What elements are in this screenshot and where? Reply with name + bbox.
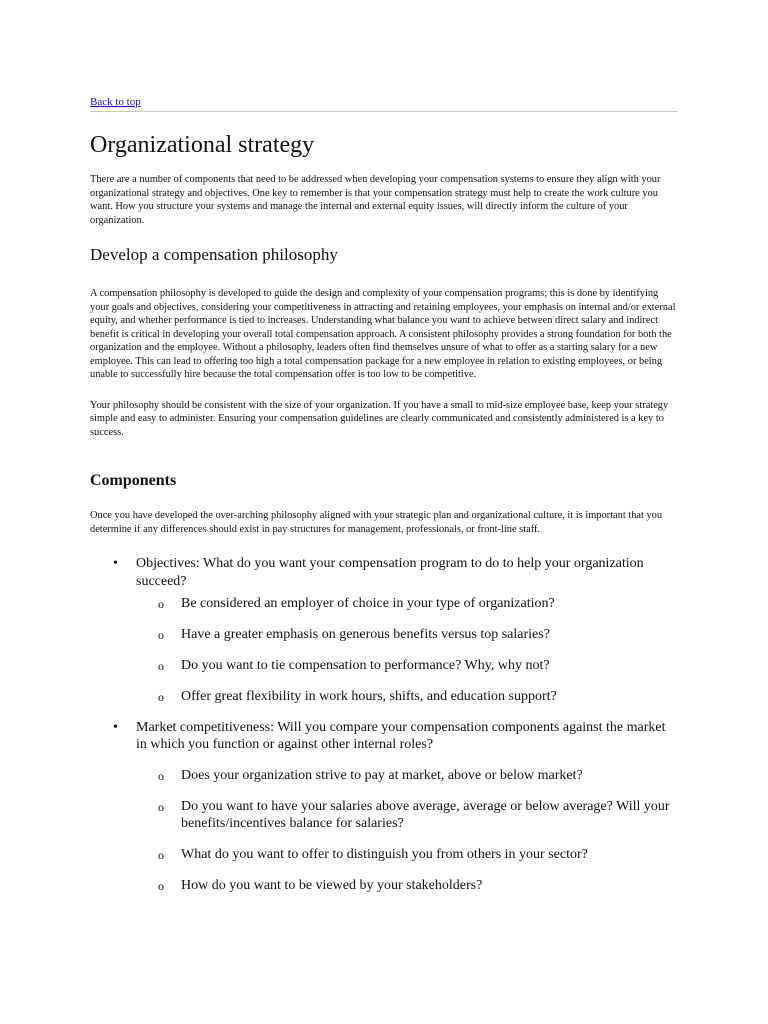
sub-list-item-text: Do you want to have your salaries above average, average or below average? Will your benefits/incentives balance for salaries? — [181, 798, 670, 831]
list-item-text: Market competitiveness: Will you compare your compensation components against the market in which you function or against other internal roles? — [136, 719, 666, 752]
sub-bullet-marker: o — [158, 848, 164, 862]
document-content — [90, 92, 678, 895]
sub-list-item — [136, 767, 678, 785]
sub-bullet-marker: o — [158, 659, 164, 673]
horizontal-rule — [90, 111, 678, 112]
sub-list-item-text: How do you want to be viewed by your stakeholders? — [181, 878, 483, 893]
philosophy-paragraph-1: A compensation philosophy is developed to guide the design and complexity of your compensation programs; this is done by identifying your goals and objectives, considering your competitiveness in attracting and retaining employees, your emphasis on internal and/or external equity, and whether performance is tied to increases. Understanding what balance you want to achieve between direct salary and indirect benefit is critical in developing your overall total compensation approach. A consistent philosophy provides a strong foundation for both the organization and the employee. Without a philosophy, leaders often find themselves unsure of what to offer as a starting salary for a new employee. This can lead to offering too high a total compensation package for a new employee in relation to existing employees, or being unable to successfully hire because the total compensation offer is too low to be competitive. — [90, 288, 676, 380]
sub-list-item-text: Have a greater emphasis on generous benefits versus top salaries? — [181, 627, 550, 642]
philosophy-heading: Develop a compensation philosophy — [90, 245, 338, 264]
sub-list-item-text: Offer great flexibility in work hours, shifts, and education support? — [181, 689, 557, 704]
page-title: Organizational strategy — [90, 132, 315, 158]
sub-list-item — [136, 657, 678, 675]
intro-paragraph: There are a number of components that need to be addressed when developing your compensation systems to ensure they align with your organizational strategy and objectives. One key to remember is that your compensation strategy must help to create the work culture you want. How you structure your systems and manage the internal and external equity issues, will directly inform the culture of your organization. — [90, 174, 661, 226]
sub-list-item-text: Do you want to tie compensation to performance? Why, why not? — [181, 658, 550, 673]
list-item-market-competitiveness — [90, 719, 678, 895]
sub-list-objectives — [136, 595, 678, 706]
sub-list-item — [136, 846, 678, 864]
components-intro: Once you have developed the over-arching philosophy aligned with your strategic plan and organizational culture, it is important that you determine if any differences should exist in pay structures for management, professionals, or front-line staff. — [90, 510, 663, 535]
philosophy-paragraph-2: Your philosophy should be consistent with the size of your organization. If you have a small to mid-size employee base, keep your strategy simple and easy to administer. Ensuring your compensation guidelines are clearly communicated and consistently administered is a key to success. — [90, 399, 669, 438]
sub-list-market — [136, 767, 678, 895]
bullet-marker: • — [113, 719, 118, 735]
sub-bullet-marker: o — [158, 799, 164, 814]
components-list — [90, 555, 678, 895]
bullet-marker: • — [113, 556, 118, 571]
sub-bullet-marker: o — [158, 768, 164, 783]
sub-bullet-marker: o — [158, 597, 164, 611]
back-to-top-link[interactable]: Back to top — [90, 96, 141, 108]
sub-list-item — [136, 688, 678, 706]
sub-bullet-marker: o — [158, 690, 164, 704]
list-item-text: Objectives: What do you want your compensation program to do to help your organization succeed? — [136, 556, 644, 589]
sub-bullet-marker: o — [158, 628, 164, 642]
sub-bullet-marker: o — [158, 879, 164, 893]
sub-list-item — [136, 798, 678, 833]
sub-list-item — [136, 595, 678, 613]
sub-list-item-text: What do you want to offer to distinguish you from others in your sector? — [181, 847, 588, 862]
sub-list-item-text: Does your organization strive to pay at market, above or below market? — [181, 767, 583, 783]
sub-list-item — [136, 626, 678, 644]
components-heading: Components — [90, 472, 177, 489]
sub-list-item-text: Be considered an employer of choice in your type of organization? — [181, 596, 555, 611]
list-item-objectives — [90, 555, 678, 706]
sub-list-item — [136, 877, 678, 895]
